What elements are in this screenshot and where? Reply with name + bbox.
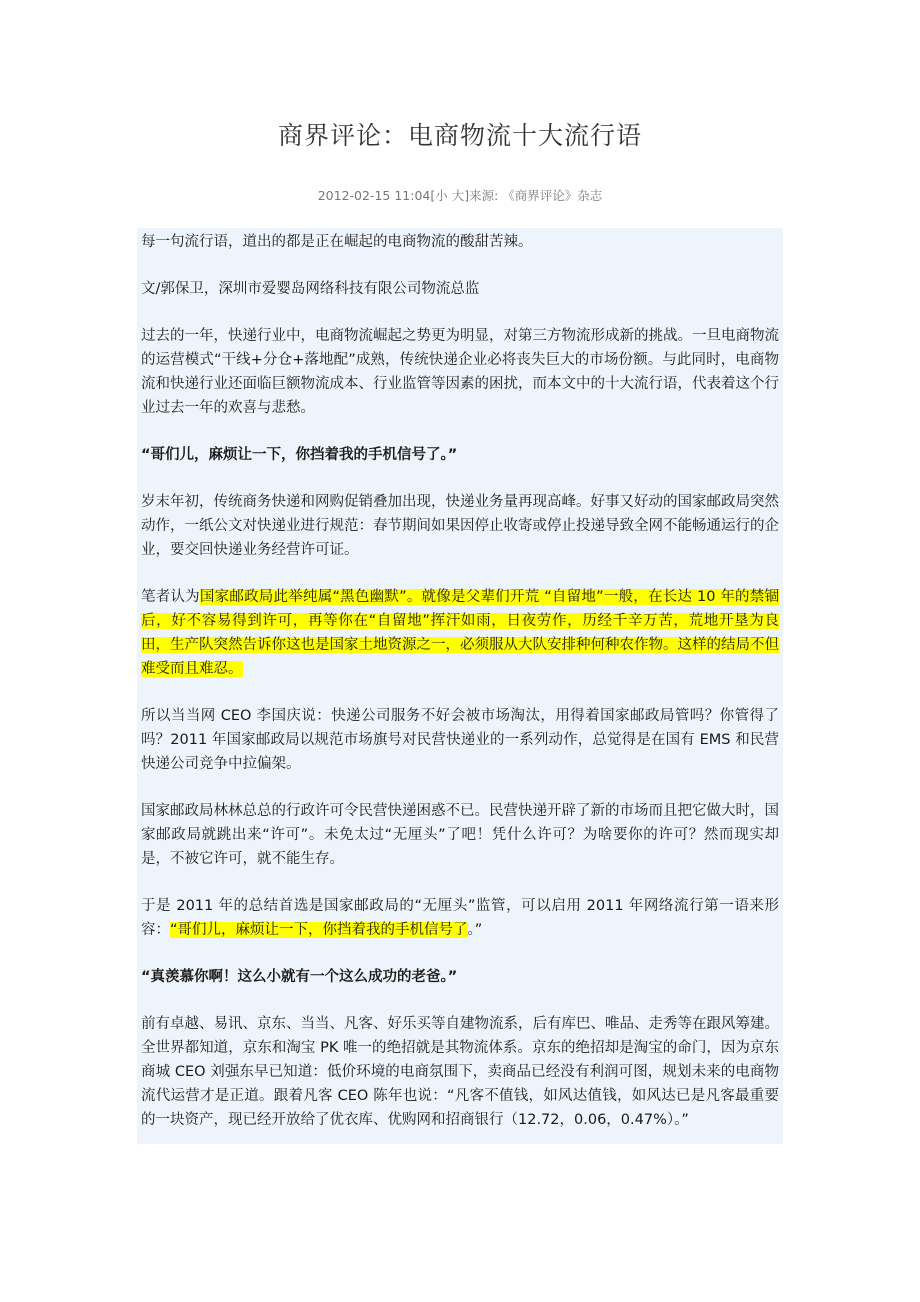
highlighted-text: “哥们儿，麻烦让一下，你挡着我的手机信号了 xyxy=(170,922,468,938)
article-meta: 2012-02-15 11:04[小 大]来源: 《商界评论》杂志 xyxy=(317,188,603,203)
highlighted-text: 国家邮政局此举纯属“黑色幽默”。就像是父辈们开荒 “自留地”一般，在长达 10 年的禁锢后，好不容易得到许可，再等你在“自留地”挥汗如雨，日夜劳作，历经千辛万苦，荒地开垦为良田，生产队突然告诉你这也是国家土地资源之一，必须服从大队安排种何种农作物。这样的结局不但难受而且难忍。 xyxy=(141,589,779,677)
body-paragraph xyxy=(141,704,779,776)
article-body xyxy=(137,228,783,1144)
text-segment: 笔者认为 xyxy=(141,589,200,605)
body-paragraph xyxy=(141,799,779,871)
body-paragraph xyxy=(141,490,779,562)
body-paragraph xyxy=(141,324,779,420)
text-segment: 。” xyxy=(467,922,483,938)
text-segment: 前有卓越、易讯、京东、当当、凡客、好乐买等自建物流系，后有库巴、唯品、走秀等在跟风筹建。全世界都知道，京东和淘宝 PK 唯一的绝招就是其物流体系。京东的绝招却是淘宝的命门，因为京东商城 CEO 刘强东早已知道：低价环境的电商氛围下，卖商品已经没有利润可图，规划未来的电商物流代运营才是正道。跟着凡客 CEO 陈年也说：“凡客不值钱，如风达值钱，如风达已是凡客最重要的一块资产，现已经开放给了优衣库、优购网和招商银行（12.72，0.06，0.47%）。” xyxy=(141,1016,779,1128)
intro-paragraph xyxy=(141,230,779,254)
text-segment: “真羡慕你啊！这么小就有一个这么成功的老爸。” xyxy=(141,969,458,985)
body-paragraph xyxy=(141,894,779,942)
text-segment: 过去的一年，快递行业中，电商物流崛起之势更为明显，对第三方物流形成新的挑战。一旦电商物流的运营模式“干线+分仓+落地配”成熟，传统快递企业必将丧失巨大的市场份额。与此同时，电商物流和快递行业还面临巨额物流成本、行业监管等因素的困扰，而本文中的十大流行语，代表着这个行业过去一年的欢喜与悲愁。 xyxy=(141,328,779,416)
text-segment: 国家邮政局林林总总的行政许可令民营快递困惑不已。民营快递开辟了新的市场而且把它做大时，国家邮政局就跳出来“许可”。未免太过“无厘头”了吧！凭什么许可？为啥要你的许可？然而现实却是，不被它许可，就不能生存。 xyxy=(141,803,779,867)
body-paragraph xyxy=(141,1012,779,1132)
text-segment: 所以当当网 CEO 李国庆说：快递公司服务不好会被市场淘汰，用得着国家邮政局管吗？你管得了吗？2011 年国家邮政局以规范市场旗号对民营快递业的一系列动作，总觉得是在国有 EMS 和民营快递公司竞争中拉偏架。 xyxy=(141,708,779,772)
text-segment: 文/郭保卫，深圳市爱婴岛网络科技有限公司物流总监 xyxy=(141,281,480,297)
section-heading xyxy=(141,965,779,989)
text-segment: 每一句流行语，道出的都是正在崛起的电商物流的酸甜苦辣。 xyxy=(141,234,533,250)
article-title: 商界评论：电商物流十大流行语 xyxy=(277,121,642,150)
text-segment: 岁末年初，传统商务快递和网购促销叠加出现，快递业务量再现高峰。好事又好动的国家邮政局突然动作，一纸公文对快递业进行规范：春节期间如果因停止收寄或停止投递导致全网不能畅通运行的企业，要交回快递业务经营许可证。 xyxy=(141,494,779,558)
body-paragraph xyxy=(141,585,779,681)
section-heading xyxy=(141,443,779,467)
text-segment: “哥们儿，麻烦让一下，你挡着我的手机信号了。” xyxy=(141,447,458,463)
author-line xyxy=(141,277,779,301)
text-segment: 于是 2011 年的总结首选是国家邮政局的“无厘头”监管，可以启用 2011 年网络流行第一语来形容： xyxy=(141,898,779,938)
